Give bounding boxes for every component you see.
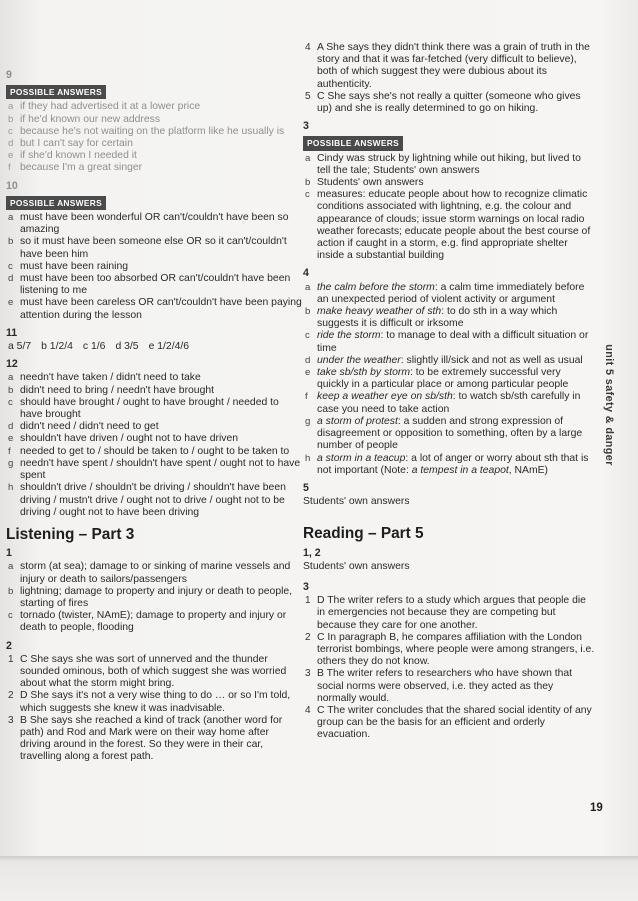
answer-item: 3 B She says she reached a kind of track (another word for path) and Rod and Mark were on their way home after driving around in the forest. So they were in their car, travelling along a forest path. — [8, 714, 283, 763]
exercise-number: 5 — [303, 481, 309, 494]
idiom-item: d under the weather: slightly ill/sick and not as well as usual — [305, 354, 583, 366]
answer-item: e shouldn't have driven / ought not to have driven — [8, 433, 239, 445]
answer-item: b if he'd known our new address — [8, 113, 161, 125]
answer-item: 4 A She says they didn't think there was a grain of truth in the story and that it was far-fetched (very difficult to believe), both of which suggest they were dubious about its authenticity. — [305, 42, 590, 90]
listening-1-answers — [6, 561, 302, 634]
answer-item: b lightning; damage to property and injury or death to people, starting of fires — [8, 585, 293, 609]
exercise-number: 11 — [6, 326, 18, 339]
unit-side-label: unit 5 safety & danger — [603, 344, 615, 466]
answer-item: d didn't need / didn't need to get — [8, 421, 159, 433]
answer-item: 2 C In paragraph B, he compares affiliation with the London terrorist bombings, where people were among strangers, i.e. others they do not know. — [305, 631, 595, 668]
answer-item: a Cindy was struck by lightning while out hiking, but lived to tell the tale; Students' own answers — [305, 152, 581, 176]
section-heading-reading: Reading – Part 5 — [303, 525, 424, 543]
exercise-12-answers — [6, 372, 302, 518]
answer-item: b so it must have been someone else OR so it can't/couldn't have been him — [8, 236, 287, 260]
answer-item: a needn't have taken / didn't need to take — [8, 372, 201, 384]
left-column — [6, 64, 302, 764]
idiom-item: g a storm of protest: a sudden and strong expression of disagreement or opposition to something, often by a large number of people — [305, 415, 583, 452]
answer-item: b 1/2/4 — [41, 341, 73, 353]
answer-item: b didn't need to bring / needn't have brought — [8, 384, 215, 396]
listening-4-answers — [303, 282, 595, 477]
answer-item: 4 C The writer concludes that the shared social identity of any group can be the basis for an efficient and orderly evacuation. — [305, 704, 592, 741]
right-column — [303, 42, 595, 742]
section-heading-listening: Listening – Part 3 — [6, 525, 135, 543]
answer-text: Students' own answers — [303, 496, 410, 508]
exercise-number: 12 — [6, 358, 18, 371]
answer-item: c should have brought / ought to have brought / needed to have brought — [8, 396, 279, 421]
answer-item: c 1/6 — [82, 341, 106, 353]
answer-item: d must have been too absorbed OR can't/couldn't have been listening to me — [8, 273, 291, 297]
answer-item: 1 D The writer refers to a study which argues that people die in emergencies not because they are competing but because they care for one another. — [305, 595, 586, 631]
answer-item: g needn't have spent / shouldn't have spent / ought not to have spent — [8, 457, 301, 482]
answer-item: h shouldn't drive / shouldn't be driving / shouldn't have been driving / mustn't drive / ought not to drive / ought not to be driving / ought not to have been driving — [8, 482, 286, 518]
answer-item: b Students' own answers — [305, 177, 424, 189]
answer-item: e if she'd known I needed it — [8, 150, 137, 162]
answer-item: 5 C She says she's not really a quitter (someone who gives up) and she is really determined to go on hiking. — [305, 90, 581, 115]
answer-item: c because he's not waiting on the platform like he usually is — [8, 125, 285, 137]
answer-item: a 5/7 — [8, 341, 32, 353]
exercise-number: 2 — [6, 639, 12, 652]
exercise-number: 3 — [303, 120, 309, 133]
answer-item: 3 B The writer refers to researchers who have shown that social norms were observed, i.e. they acted as they normally would. — [305, 668, 573, 704]
exercise-number: 10 — [6, 179, 18, 192]
answer-item: a storm (at sea); damage to or sinking of marine vessels and injury or death to sailors/passengers — [8, 561, 291, 585]
possible-answers-badge: POSSIBLE ANSWERS — [303, 136, 403, 150]
answer-item: c measures: educate people about how to recognize climatic conditions associated with lightning, e.g. the colour and appearance of clouds; issue storm warnings on local radio weather forecasts; educate people about the best course of action if caught in a storm, e.g. find appropriate shelter inside a substantial building — [305, 189, 591, 262]
listening-2-answers-continued — [303, 42, 595, 115]
answer-item: 2 D She says it's not a very wise thing to do … or so I'm told, which suggests she knew it was inadvisable. — [8, 690, 291, 714]
answer-item: e 1/2/4/6 — [148, 341, 190, 353]
answer-item: f because I'm a great singer — [8, 162, 143, 174]
possible-answers-badge: POSSIBLE ANSWERS — [6, 85, 106, 99]
answer-item: c must have been raining — [8, 260, 129, 272]
answer-item: 1 C She says she was sort of unnerved and the thunder sounded ominous, both of which suggest she was worried about what the storm might bring. — [8, 653, 287, 690]
exercise-number: 1, 2 — [303, 546, 321, 559]
answer-item: d 3/5 — [115, 341, 139, 353]
exercise-10-answers — [6, 212, 302, 322]
idiom-item: a the calm before the storm: a calm time immediately before an unexpected period of violent activity or argument — [305, 281, 585, 305]
exercise-number: 4 — [303, 267, 309, 280]
answer-text: Students' own answers — [303, 560, 410, 572]
exercise-9-answers — [6, 101, 302, 174]
answer-item: d but I can't say for certain — [8, 138, 133, 150]
possible-answers-badge: POSSIBLE ANSWERS — [6, 196, 106, 210]
listening-2-answers — [6, 654, 302, 764]
reading-3-answers — [303, 595, 595, 741]
idiom-item: e take sb/sth by storm: to be extremely successful very quickly in a particular place or among particular people — [305, 367, 569, 391]
exercise-number: 1 — [6, 547, 12, 560]
answer-item: e must have been careless OR can't/couldn't have been paying attention during the lesson — [8, 297, 302, 321]
exercise-number: 9 — [6, 69, 12, 81]
idiom-item: b make heavy weather of sth: to do sth in a way which suggests it is difficult or irksome — [305, 306, 558, 330]
listening-3-answers — [303, 153, 595, 263]
answer-item: f needed to get to / should be taken to / ought to be taken to — [8, 445, 290, 457]
answer-item: a if they had advertised it at a lower price — [8, 101, 201, 113]
idiom-item: h a storm in a teacup: a lot of anger or worry about sth that is not important (Note: a tempest in a teapot, NAmE) — [305, 452, 589, 476]
page-number: 19 — [590, 802, 603, 814]
exercise-11-answers — [6, 341, 302, 353]
page-bottom-shadow — [0, 856, 638, 901]
answer-item: c tornado (twister, NAmE); damage to property and injury or death to people, flooding — [8, 610, 287, 634]
idiom-item: f keep a weather eye on sb/sth: to watch sb/sth carefully in case you need to take action — [305, 391, 581, 415]
answer-item: a must have been wonderful OR can't/couldn't have been so amazing — [8, 212, 289, 236]
idiom-item: c ride the storm: to manage to deal with a difficult situation or time — [305, 330, 589, 354]
exercise-number: 3 — [303, 580, 309, 593]
